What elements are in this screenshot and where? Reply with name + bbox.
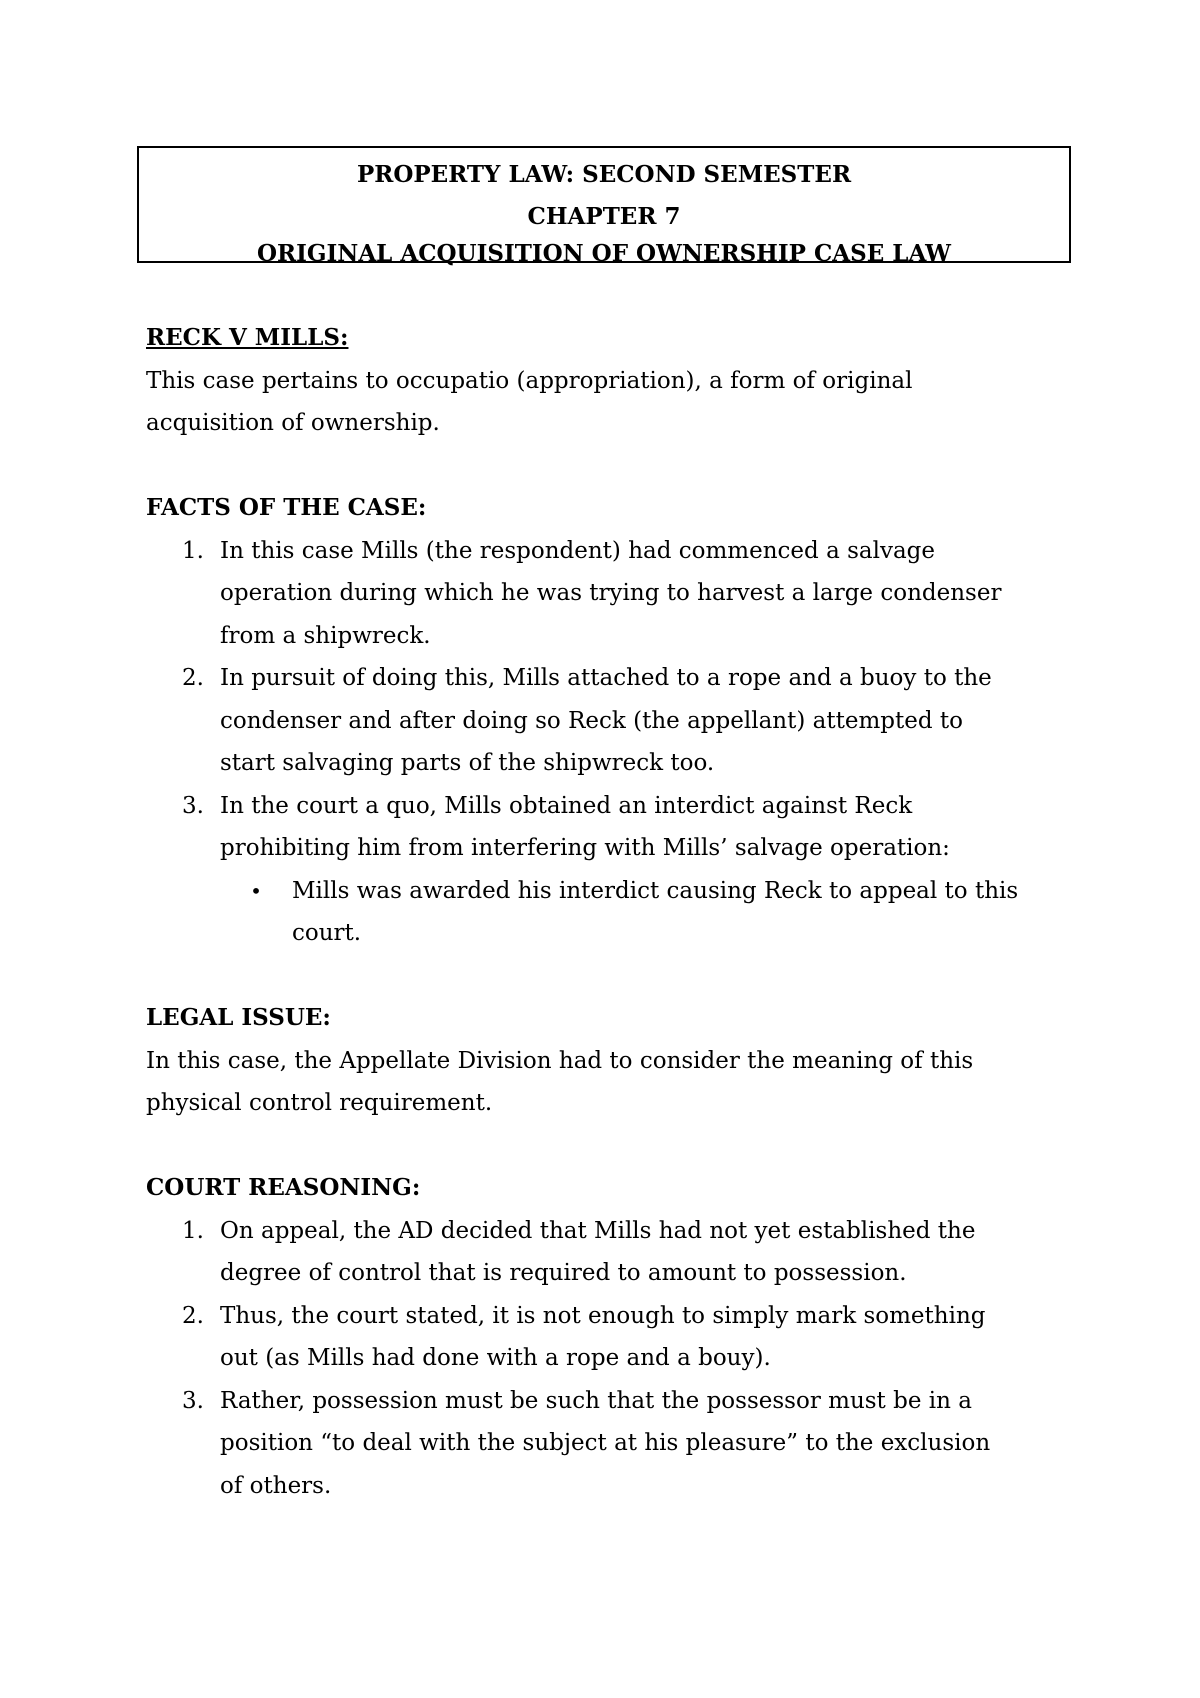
list-number: 2. [182, 665, 204, 691]
title-box [137, 146, 1071, 267]
list-line: start salvaging parts of the shipwreck too. [220, 750, 715, 776]
list-line: Rather, possession must be such that the possessor must be in a [220, 1387, 972, 1414]
list-number: 1. [182, 537, 204, 564]
intro-line: acquisition of ownership. [146, 410, 440, 436]
list-item [146, 1295, 1076, 1380]
list-item [146, 1210, 1076, 1295]
list-line: In the court a quo, Mills obtained an interdict against Reck [220, 792, 913, 819]
legal-issue-line: In this case, the Appellate Division had to consider the meaning of this [146, 1047, 974, 1074]
list-line: position “to deal with the subject at his pleasure” to the exclusion [220, 1430, 991, 1456]
list-line: In this case Mills (the respondent) had commenced a salvage [220, 537, 935, 564]
facts-heading: FACTS OF THE CASE: [146, 494, 427, 521]
reasoning-heading: COURT REASONING: [146, 1174, 421, 1201]
intro-line: This case pertains to occupatio (appropriation), a form of original [146, 367, 913, 394]
list-line: Thus, the court stated, it is not enough to simply mark something [220, 1302, 986, 1329]
list-line: In pursuit of doing this, Mills attached to a rope and a buoy to the [220, 665, 992, 691]
list-line: out (as Mills had done with a rope and a bouy). [220, 1345, 771, 1371]
list-line: of others. [220, 1472, 332, 1499]
topic-title: ORIGINAL ACQUISITION OF OWNERSHIP CASE LAW [257, 240, 951, 267]
document-body [146, 317, 1076, 1507]
chapter-title: CHAPTER 7 [527, 203, 681, 230]
list-number: 3. [182, 1387, 204, 1414]
list-line: degree of control that is required to amount to possession. [220, 1260, 907, 1286]
list-number: 1. [182, 1217, 204, 1244]
list-line: condenser and after doing so Reck (the appellant) attempted to [220, 707, 963, 734]
list-line: operation during which he was trying to harvest a large condenser [220, 580, 1002, 606]
list-item [146, 785, 1076, 870]
list-line: On appeal, the AD decided that Mills had not yet established the [220, 1217, 976, 1244]
bullet-item [146, 870, 1076, 955]
case-title: RECK V MILLS: [146, 324, 349, 351]
list-item [146, 657, 1076, 785]
course-title: PROPERTY LAW: SECOND SEMESTER [356, 161, 852, 188]
legal-issue-heading: LEGAL ISSUE: [146, 1004, 331, 1031]
list-number: 2. [182, 1302, 204, 1329]
list-item [146, 1380, 1076, 1508]
list-item [146, 530, 1076, 658]
list-number: 3. [182, 792, 204, 819]
legal-issue-line: physical control requirement. [146, 1090, 493, 1116]
bullet-line: court. [292, 920, 362, 946]
bullet-icon: • [250, 878, 262, 903]
list-line: prohibiting him from interfering with Mills’ salvage operation: [220, 835, 950, 861]
bullet-line: Mills was awarded his interdict causing Reck to appeal to this [292, 877, 1019, 904]
list-line: from a shipwreck. [220, 622, 431, 649]
